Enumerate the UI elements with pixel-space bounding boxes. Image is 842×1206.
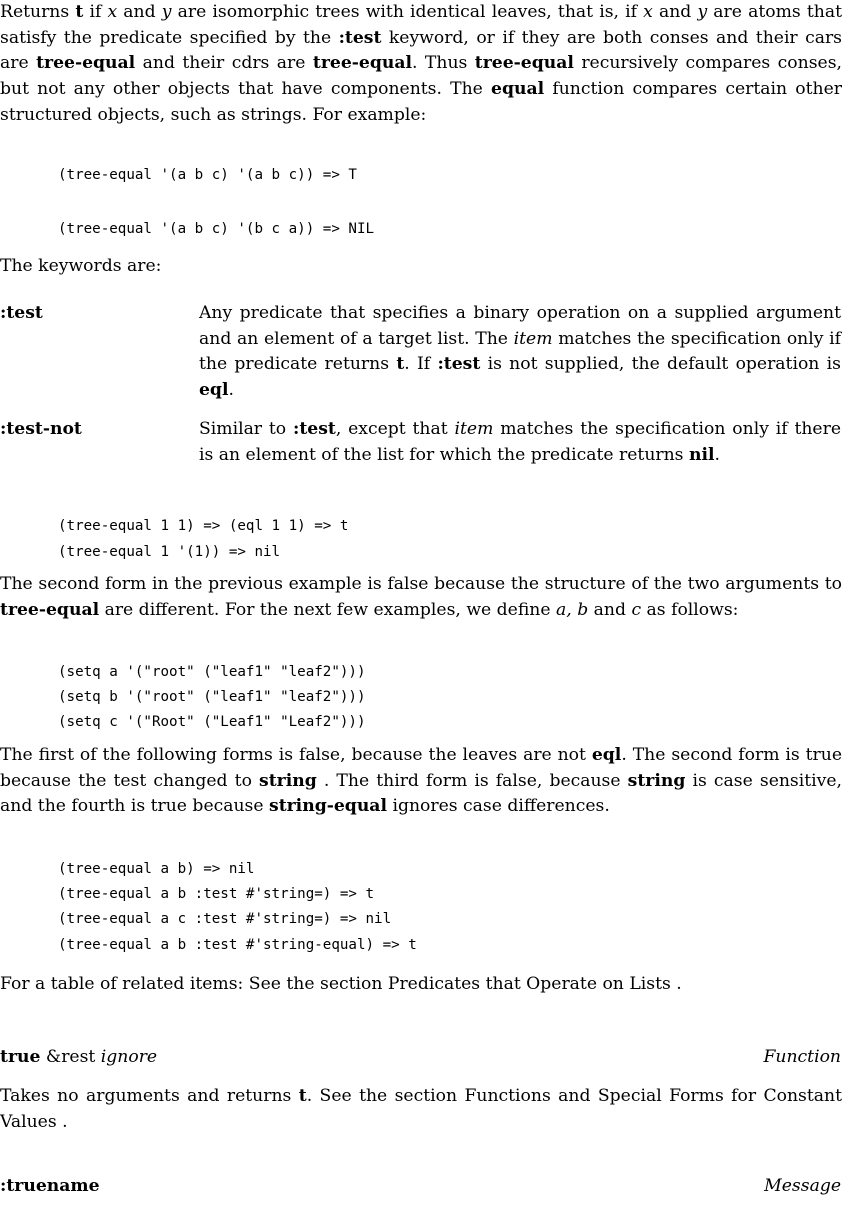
intro-paragraph: Returns t if x and y are isomorphic trees with identical leaves, that is, if x and y are atoms that satisfy the predicate specified by the :test keyword, or if they are both conses and their cars are tree-equal and their cdrs are tree-equal. Thus tree-equal recursively compares conses, but not any other objects that have components. The equal function compares certain other structured objects, such as strings. For example: [0,2,842,125]
section-link-constant-values[interactable]: Functions and Special Forms for Constant Values [0,1086,842,1132]
keyword-description: Similar to :test, except that item matches the specification only if there is an element of the list for which the predicate returns nil. [199,419,841,465]
paragraph-structure: The second form in the previous example is false because the structure of the two arguments to tree-equal are different. For the next few examples, we define a, b and c as follows: [0,574,842,620]
related-items: For a table of related items: See the section Predicates that Operate on Lists . [0,974,682,994]
entry-heading-truename [0,1174,842,1200]
entry-kind: Message [764,1176,841,1196]
keywords-intro: The keywords are: [0,256,162,276]
entry-signature: :truename [0,1176,100,1196]
code-example-line: (tree-equal a c :test #'string=) => nil [58,911,392,927]
code-example-line: (tree-equal a b :test #'string-equal) => t [58,937,417,953]
keyword-term: :test [0,303,43,323]
code-example-line: (tree-equal '(a b c) '(a b c)) => T [58,167,357,183]
code-example-line: (tree-equal a b :test #'string=) => t [58,886,375,902]
keyword-description: Any predicate that specifies a binary operation on a supplied argument and an element of a target list. The item matches the specification only if the predicate returns t. If :test is not supplied, the default operation is eql. [199,303,841,401]
entry-description-true: Takes no arguments and returns t. See the section Functions and Special Forms for Constant Values . [0,1086,842,1132]
code-example-line: (tree-equal a b) => nil [58,861,255,877]
code-example-line: (tree-equal 1 1) => (eql 1 1) => t [58,518,349,534]
code-example-line: (setq c '("Root" ("Leaf1" "Leaf2"))) [58,714,366,730]
entry-heading-true [0,1045,842,1071]
code-example-line: (tree-equal 1 '(1)) => nil [58,544,281,560]
code-example-line: (tree-equal '(a b c) '(b c a)) => NIL [58,221,375,237]
entry-kind: Function [763,1047,841,1067]
paragraph-forms: The first of the following forms is false, because the leaves are not eql. The second form is true because the test changed to string . The third form is false, because string is case sensitive, and the fourth is true because string-equal ignores case differences. [0,745,842,817]
section-link-predicates[interactable]: Predicates that Operate on Lists [387,974,677,994]
code-example-line: (setq a '("root" ("leaf1" "leaf2"))) [58,664,366,680]
entry-signature: true &rest ignore [0,1047,158,1067]
code-example-line: (setq b '("root" ("leaf1" "leaf2"))) [58,689,366,705]
keyword-term: :test-not [0,419,82,439]
